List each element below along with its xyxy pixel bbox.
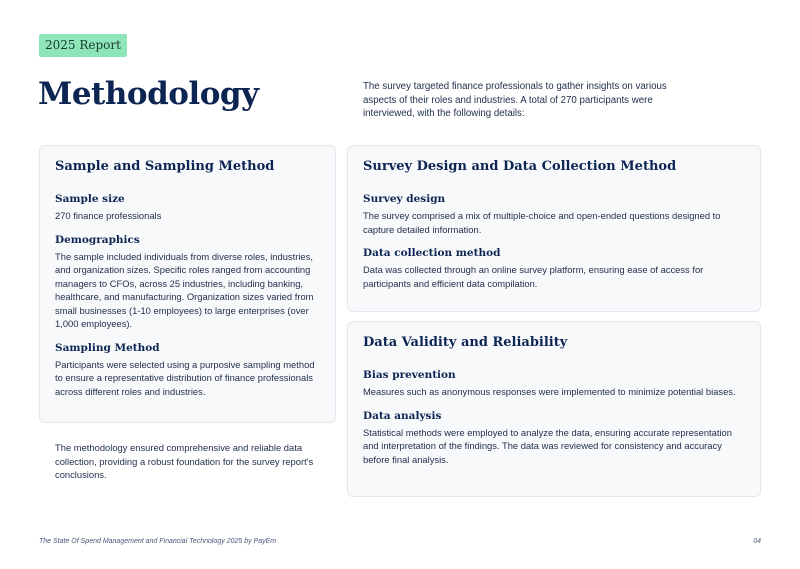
page-title: Methodology xyxy=(38,76,259,112)
sampling-method-heading: Sampling Method xyxy=(55,341,160,354)
data-collection-heading: Data collection method xyxy=(363,247,501,259)
report-badge: 2025 Report xyxy=(39,34,127,57)
sample-size-heading: Sample size xyxy=(55,193,125,205)
sample-card xyxy=(39,145,336,423)
data-collection-text: Data was collected through an online survey platform, ensuring ease of access for participants and efficient data compilation. xyxy=(363,264,704,289)
survey-card-title: Survey Design and Data Collection Method xyxy=(363,159,677,174)
sample-card-title: Sample and Sampling Method xyxy=(55,159,275,174)
demographics-heading: Demographics xyxy=(55,233,140,246)
validity-card-title: Data Validity and Reliability xyxy=(363,335,568,350)
bias-prevention-text: Measures such as anonymous responses were implemented to minimize potential biases. xyxy=(363,386,736,397)
footer-publication: The State Of Spend Management and Financial Technology 2025 by PayEm xyxy=(39,538,277,545)
sampling-method-text: Participants were selected using a purposive sampling method to ensure a representative distribution of finance professionals across different roles and industries. xyxy=(55,358,315,397)
closing-paragraph: The methodology ensured comprehensive and reliable data collection, providing a robust foundation for the survey report's conclusions. xyxy=(55,442,314,480)
demographics-text: The sample included individuals from diverse roles, industries, and organization sizes. Specific roles ranged from accounting managers to CFOs, across 25 industries, including banking, healthcare, and manufacturing. Organization sizes varied from small businesses (1-10 employees) to large enterprises (over 1,000 employees). xyxy=(55,250,314,329)
survey-design-text: The survey comprised a mix of multiple-choice and open-ended questions designed to capture detailed information. xyxy=(363,210,721,235)
data-analysis-heading: Data analysis xyxy=(363,409,442,422)
survey-card xyxy=(347,145,761,312)
survey-design-heading: Survey design xyxy=(363,193,446,205)
validity-card xyxy=(347,321,761,497)
page-number: 04 xyxy=(753,538,761,545)
bias-prevention-heading: Bias prevention xyxy=(363,369,456,381)
sample-size-text: 270 finance professionals xyxy=(55,210,162,221)
data-analysis-text: Statistical methods were employed to analyze the data, ensuring accurate representation and interpretation of the findings. The data was reviewed for consistency and accuracy before final analysis. xyxy=(363,426,732,465)
intro-paragraph: The survey targeted finance professionals to gather insights on various aspects of their roles and industries. A total of 270 participants were interviewed, with the following details: xyxy=(363,81,667,119)
